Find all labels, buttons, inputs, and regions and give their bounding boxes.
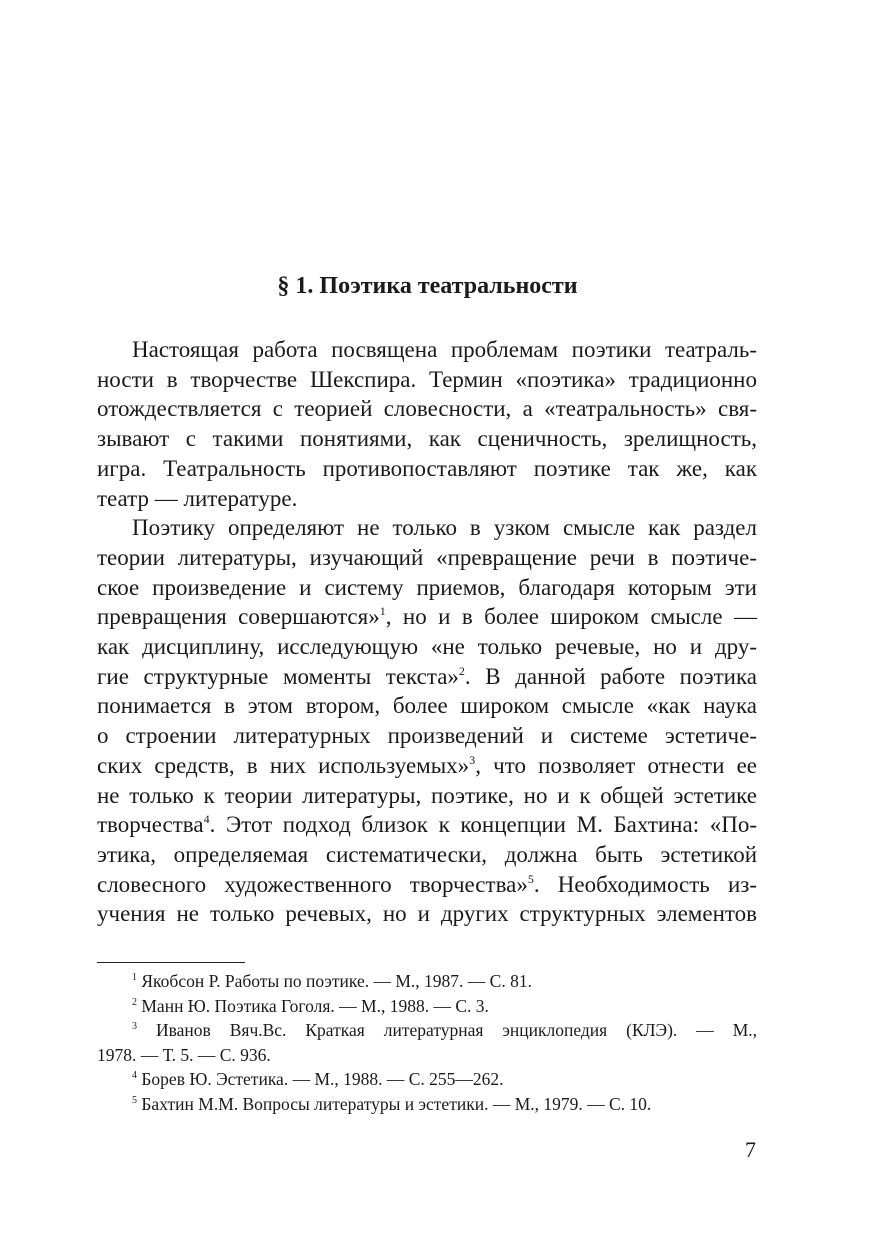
text-segment: Настоящая работа посвящена проблемам поэтики театраль- bbox=[132, 337, 757, 362]
footnote-ref: 3 bbox=[469, 752, 476, 767]
text-line bbox=[97, 454, 757, 484]
text-line bbox=[97, 691, 757, 721]
text-segment: ских средств, в них используемых» bbox=[97, 752, 470, 778]
text-line bbox=[97, 573, 757, 603]
text-segment: ское произведение и систему приемов, благодаря которым эти bbox=[97, 574, 757, 600]
footnote-line bbox=[97, 1092, 757, 1117]
footnote-ref: 5 bbox=[132, 1094, 137, 1106]
text-line bbox=[97, 870, 757, 900]
text-line bbox=[97, 394, 757, 424]
text-segment: . Этот подход близок к концепции М. Бахтина: «По- bbox=[209, 812, 757, 838]
text-segment: 1978. — Т. 5. — С. 936. bbox=[97, 1044, 271, 1065]
text-line bbox=[97, 751, 757, 781]
text-line bbox=[97, 899, 757, 929]
text-segment: гие структурные моменты текста» bbox=[97, 663, 459, 689]
text-segment: понимается в этом втором, более широком смысле «как наука bbox=[97, 693, 757, 719]
text-line bbox=[97, 632, 757, 662]
footnotes bbox=[97, 969, 757, 1117]
text-segment: не только к теории литературы, поэтике, но и к общей эстетике bbox=[97, 782, 757, 808]
footnote-line bbox=[97, 969, 757, 994]
text-segment: Якобсон Р. Работы по поэтике. — М., 1987. — С. 81. bbox=[137, 971, 532, 991]
text-segment: творчества bbox=[97, 812, 204, 838]
footnote-ref: 2 bbox=[132, 996, 137, 1008]
text-segment: , что позволяет отнести ее bbox=[475, 752, 758, 778]
text-line bbox=[97, 543, 757, 573]
text-segment: Поэтику определяют не только в узком смысле как раздел bbox=[132, 515, 757, 541]
footnote-ref: 5 bbox=[527, 871, 534, 886]
footnote-separator bbox=[97, 962, 245, 963]
text-line bbox=[97, 810, 757, 840]
text-line bbox=[97, 602, 757, 632]
text-line bbox=[97, 840, 757, 870]
text-line bbox=[97, 335, 757, 365]
footnote-ref: 1 bbox=[379, 604, 386, 619]
text-line bbox=[97, 513, 757, 543]
text-line bbox=[97, 721, 757, 751]
text-segment: театр — литературе. bbox=[97, 485, 298, 511]
text-segment: о строении литературных произведений и системе эстетиче- bbox=[97, 723, 757, 749]
text-line bbox=[97, 424, 757, 454]
page-number: 7 bbox=[745, 1137, 756, 1162]
footnote-line bbox=[97, 1018, 757, 1043]
footnote-ref: 1 bbox=[132, 972, 137, 983]
text-segment: превращения совершаются» bbox=[97, 604, 380, 630]
text-segment: отождествляется с теорией словесности, а «театральность» свя- bbox=[97, 396, 757, 422]
text-segment: словесного художественного творчества» bbox=[97, 871, 528, 897]
footnote-ref: 4 bbox=[132, 1070, 137, 1082]
section-heading: § 1. Поэтика театральности bbox=[277, 273, 578, 299]
text-segment: ности в творчестве Шекспира. Термин «поэтика» традиционно bbox=[97, 366, 757, 392]
text-segment: Бахтин М.М. Вопросы литературы и эстетики. — М., 1979. — С. 10. bbox=[137, 1093, 652, 1114]
text-segment: Борев Ю. Эстетика. — М., 1988. — С. 255—262. bbox=[137, 1069, 504, 1090]
text-segment: этика, определяемая систематически, должна быть эстетикой bbox=[97, 841, 757, 867]
text-line bbox=[97, 365, 757, 395]
text-segment: игра. Театральность противопоставляют поэтике так же, как bbox=[97, 455, 757, 481]
footnote-line bbox=[97, 1067, 757, 1092]
footnote-line bbox=[97, 1043, 757, 1068]
text-segment: зывают с такими понятиями, как сценичность, зрелищность, bbox=[97, 426, 757, 452]
text-segment: учения не только речевых, но и других структурных элементов bbox=[97, 901, 757, 927]
text-segment: теории литературы, изучающий «превращение речи в поэтиче- bbox=[97, 544, 757, 570]
text-segment: Иванов Вяч.Вс. Краткая литературная энциклопедия (КЛЭ). — М., bbox=[137, 1020, 757, 1041]
footnote-ref: 2 bbox=[458, 663, 465, 678]
text-segment: . В данной работе поэтика bbox=[464, 663, 757, 689]
text-line bbox=[97, 781, 757, 811]
footnote-ref: 3 bbox=[132, 1021, 137, 1033]
footnote-ref: 4 bbox=[203, 812, 210, 827]
text-segment: , но и в более широком смысле — bbox=[385, 604, 757, 630]
text-segment: как дисциплину, исследующую «не только речевые, но и дру- bbox=[97, 634, 757, 660]
footnote-line bbox=[97, 994, 757, 1019]
text-segment: . Необходимость из- bbox=[533, 871, 757, 897]
text-segment: Манн Ю. Поэтика Гоголя. — М., 1988. — С. 3. bbox=[137, 995, 489, 1016]
text-line bbox=[97, 484, 757, 514]
body-text bbox=[97, 335, 757, 929]
text-line bbox=[97, 662, 757, 692]
